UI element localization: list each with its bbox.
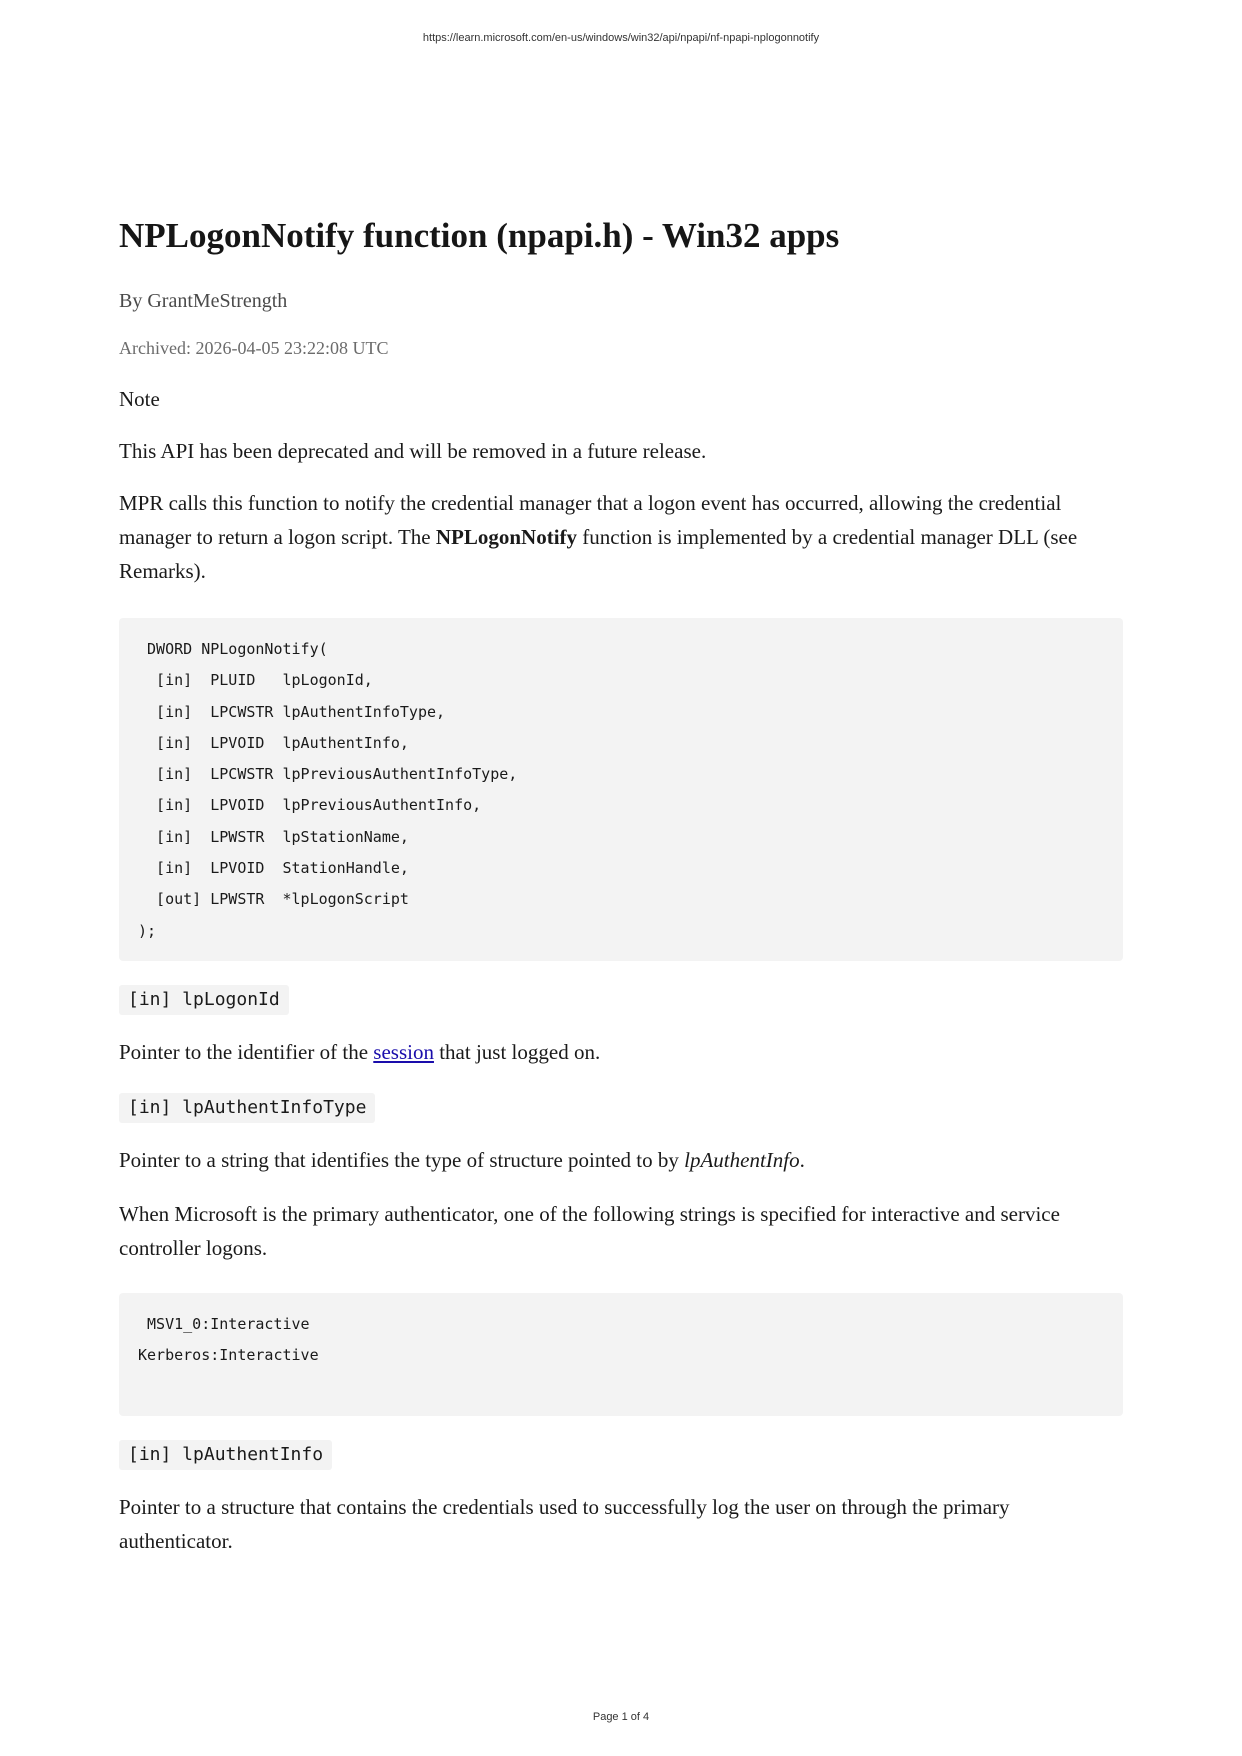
intro-text-start: MPR calls this function to notify the credential manager that a logon event has occurred, allowing the credential manager to return a logon script. The xyxy=(119,491,1062,549)
session-link[interactable]: session xyxy=(373,1039,434,1064)
page-title: NPLogonNotify function (npapi.h) - Win32 apps xyxy=(119,216,840,255)
param-lpauthentinfo-description: Pointer to a structure that contains the credentials used to successfully log the user on through the primary authenticator. xyxy=(119,1494,1010,1553)
archived-timestamp: Archived: 2026-04-05 23:22:08 UTC xyxy=(119,338,389,358)
param-lpauthentinfotype: [in] lpAuthentInfoType xyxy=(119,1093,375,1123)
param-heading-row xyxy=(119,1440,1123,1470)
param-lplogonid: [in] lpLogonId xyxy=(119,985,289,1015)
author-byline: By GrantMeStrength xyxy=(119,290,288,312)
note-label: Note xyxy=(119,387,160,411)
param-lpauthentinfotype-desc-start: Pointer to a string that identifies the type of structure pointed to by xyxy=(119,1147,685,1172)
intro-function-name: NPLogonNotify xyxy=(435,525,578,549)
param-lplogonid-desc-start: Pointer to the identifier of the xyxy=(119,1039,374,1064)
intro-paragraph xyxy=(119,486,1123,588)
param-lpauthentinfo: [in] lpAuthentInfo xyxy=(119,1440,332,1470)
param-lpauthentinfotype-italic-ref: lpAuthentInfo xyxy=(684,1147,800,1172)
primary-authenticator-note: When Microsoft is the primary authenticator, one of the following strings is specified for interactive and service controller logons. xyxy=(119,1201,1060,1260)
param-heading-row xyxy=(119,1093,1123,1123)
intro-text-end: function is implemented by a credential manager DLL (see Remarks). xyxy=(119,525,1078,583)
deprecation-notice: This API has been deprecated and will be removed in a future release. xyxy=(119,439,707,463)
syntax-code-block: DWORD NPLogonNotify( [in] PLUID lpLogonId, [in] LPCWSTR lpAuthentInfoType, [in] LPVOID lpAuthentInfo, [in] LPCWSTR lpPreviousAuthentInfoType, [in] LPVOID lpPreviousAuthentInfo, [in] LPWSTR lpStationName, [in] LPVOID StationHandle, [out] LPWSTR *lpLogonScript ); xyxy=(119,618,1123,961)
param-lpauthentinfotype-description xyxy=(119,1143,1123,1177)
param-lpauthentinfotype-desc-end: . xyxy=(799,1147,805,1172)
param-heading-row xyxy=(119,985,1123,1015)
authent-type-strings-code-block: MSV1_0:Interactive Kerberos:Interactive xyxy=(119,1293,1123,1416)
param-lplogonid-description xyxy=(119,1035,1123,1069)
article xyxy=(119,212,1123,1558)
page-url-header: https://learn.microsoft.com/en-us/windows/win32/api/npapi/nf-npapi-nplogonnotify xyxy=(422,32,820,44)
param-lplogonid-desc-end: that just logged on. xyxy=(433,1039,601,1064)
page-number-footer: Page 1 of 4 xyxy=(592,1711,650,1723)
